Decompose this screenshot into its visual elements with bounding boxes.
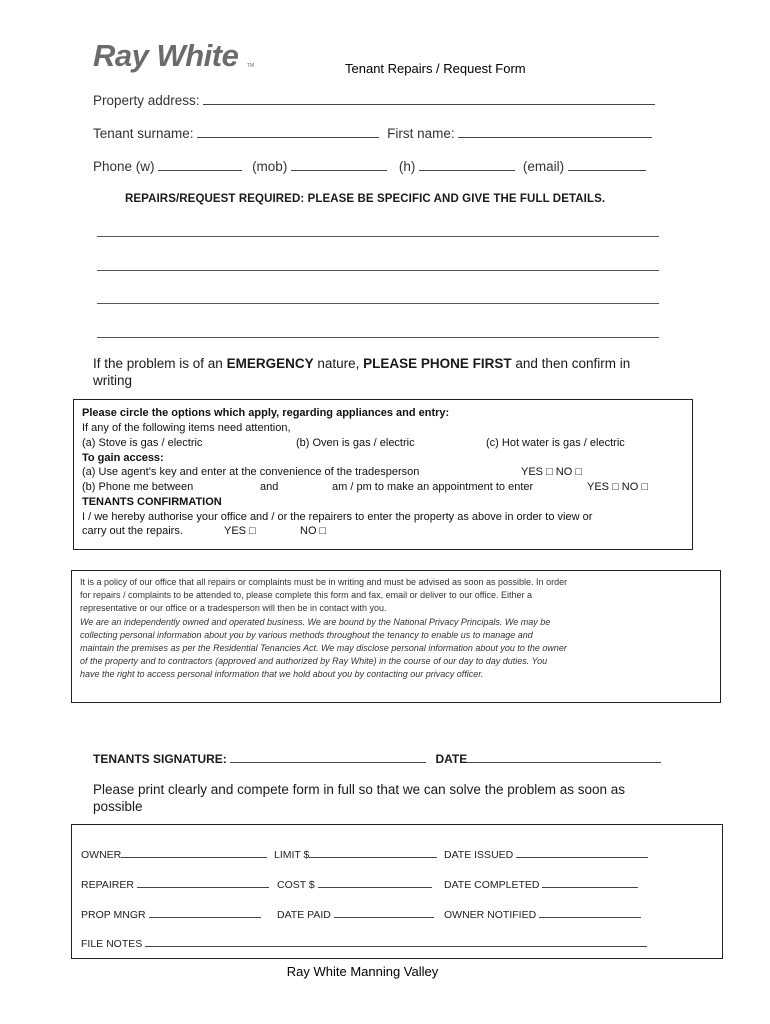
phone-me-am-pm: am / pm to make an appointment to enter [332, 481, 534, 493]
trademark-mark: TM [247, 63, 255, 69]
privacy-line: have the right to access personal information that we hold about you by contacting our privacy officer. [80, 669, 484, 679]
phone-work-field[interactable] [158, 158, 242, 171]
print-clearly-note: Please print clearly and compete form in full so that we can solve the problem as soon as possible [93, 782, 626, 814]
file-notes-field[interactable] [145, 936, 647, 947]
details-line[interactable] [97, 236, 659, 237]
limit-label: LIMIT $ [274, 849, 310, 861]
date-issued-label: DATE ISSUED [444, 849, 514, 861]
date-issued-field[interactable] [516, 847, 648, 858]
mobile-label: (mob) [252, 159, 288, 174]
policy-line: for repairs / complaints to be attended to, please complete this form and fax, email or deliver to our office. Either a [80, 590, 533, 600]
date-completed-field[interactable] [542, 877, 638, 888]
date-issued-row [444, 847, 648, 861]
file-notes-label: FILE NOTES [81, 938, 143, 950]
tenants-confirmation-title: TENANTS CONFIRMATION [82, 496, 222, 508]
footer-office-name: Ray White Manning Valley [286, 964, 439, 979]
repairer-label: REPAIRER [81, 879, 134, 891]
limit-row [274, 847, 437, 861]
mobile-field[interactable] [291, 158, 387, 171]
repairer-row [81, 877, 269, 891]
date-paid-label: DATE PAID [277, 909, 331, 921]
office-use-box [71, 824, 723, 959]
details-line[interactable] [97, 270, 659, 271]
first-name-field[interactable] [458, 125, 652, 138]
owner-field[interactable] [121, 847, 267, 858]
privacy-line: of the property and to contractors (approved and authorized by Ray White) in the course of our day to day duties. You [80, 656, 548, 666]
confirmation-yes[interactable]: YES □ [224, 525, 256, 537]
first-name-label: First name: [387, 126, 455, 141]
agents-key-option: (a) Use agent’s key and enter at the convenience of the tradesperson [82, 466, 420, 478]
policy-line: representative or our office or a tradesperson will then be in contact with you. [80, 603, 387, 613]
emergency-text-pre: If the problem is of an [93, 356, 227, 371]
email-field[interactable] [568, 158, 646, 171]
date-field[interactable] [467, 750, 661, 763]
privacy-line: collecting personal information about you by various methods throughout the tenancy to enable us to manage and [80, 630, 533, 640]
name-row [93, 125, 652, 141]
prop-mngr-field[interactable] [149, 907, 261, 918]
cost-label: COST $ [277, 879, 315, 891]
file-notes-row [81, 936, 647, 950]
prop-mngr-row [81, 907, 261, 921]
owner-label: OWNER [81, 849, 122, 861]
gain-access-title: To gain access: [82, 452, 164, 464]
repairs-heading: REPAIRS/REQUEST REQUIRED: PLEASE BE SPECIFIC AND GIVE THE FULL DETAILS. [125, 193, 606, 205]
options-intro: If any of the following items need attention, [82, 422, 291, 434]
policy-line: It is a policy of our office that all repairs or complaints must be in writing and must be advised as soon as possible. In order [80, 577, 568, 587]
privacy-line: We are an independently owned and operated business. We are bound by the National Privacy Principals. We may be [80, 617, 551, 627]
tenants-signature-label: TENANTS SIGNATURE: [93, 752, 227, 766]
oven-option[interactable]: (b) Oven is gas / electric [296, 437, 415, 449]
form-title: Tenant Repairs / Request Form [345, 61, 526, 76]
phone-me-option: (b) Phone me between [82, 481, 194, 493]
stove-option[interactable]: (a) Stove is gas / electric [82, 437, 203, 449]
limit-field[interactable] [309, 847, 437, 858]
options-title: Please circle the options which apply, regarding appliances and entry: [82, 407, 450, 419]
privacy-line: maintain the premises as per the Residential Tenancies Act. We may disclose personal information about you to the owner [80, 643, 567, 653]
details-line[interactable] [97, 337, 659, 338]
date-paid-row [277, 907, 434, 921]
appliances-entry-box [73, 399, 693, 550]
signature-row [93, 750, 661, 766]
repairer-field[interactable] [137, 877, 269, 888]
date-completed-label: DATE COMPLETED [444, 879, 540, 891]
phone-me-yes-no[interactable]: YES □ NO □ [587, 481, 648, 493]
owner-notified-field[interactable] [539, 907, 641, 918]
owner-row [81, 847, 267, 861]
property-address-field[interactable] [203, 92, 655, 105]
confirmation-no[interactable]: NO □ [300, 525, 327, 537]
cost-field[interactable] [318, 877, 432, 888]
agents-key-yes-no[interactable]: YES □ NO □ [521, 466, 582, 478]
phone-row [93, 158, 646, 174]
prop-mngr-label: PROP MNGR [81, 909, 146, 921]
emergency-note [93, 355, 653, 389]
home-phone-field[interactable] [419, 158, 515, 171]
property-address-row [93, 92, 655, 108]
privacy-policy-box [71, 570, 721, 703]
emergency-word: EMERGENCY [226, 356, 314, 371]
phone-work-label: Phone (w) [93, 159, 155, 174]
owner-notified-label: OWNER NOTIFIED [444, 909, 537, 921]
property-address-label: Property address: [93, 93, 200, 108]
tenant-surname-label: Tenant surname: [93, 126, 194, 141]
tenant-surname-field[interactable] [197, 125, 379, 138]
email-label: (email) [522, 159, 565, 174]
tenants-signature-field[interactable] [230, 750, 426, 763]
date-label: DATE [435, 752, 468, 766]
ray-white-logo: Ray White [93, 38, 239, 73]
phone-first-text: PLEASE PHONE FIRST [363, 356, 512, 371]
date-completed-row [444, 877, 638, 891]
cost-row [277, 877, 432, 891]
hot-water-option[interactable]: (c) Hot water is gas / electric [486, 437, 625, 449]
emergency-text-post: and then confirm in writing [93, 356, 631, 388]
confirmation-text-1: I / we hereby authorise your office and / or the repairers to enter the property as above in order to view or [82, 511, 593, 523]
date-paid-field[interactable] [334, 907, 434, 918]
phone-me-and: and [260, 481, 279, 493]
owner-notified-row [444, 907, 641, 921]
emergency-text-mid: nature, [313, 356, 364, 371]
details-line[interactable] [97, 303, 659, 304]
home-phone-label: (h) [398, 159, 416, 174]
confirmation-text-2: carry out the repairs. [82, 525, 183, 537]
